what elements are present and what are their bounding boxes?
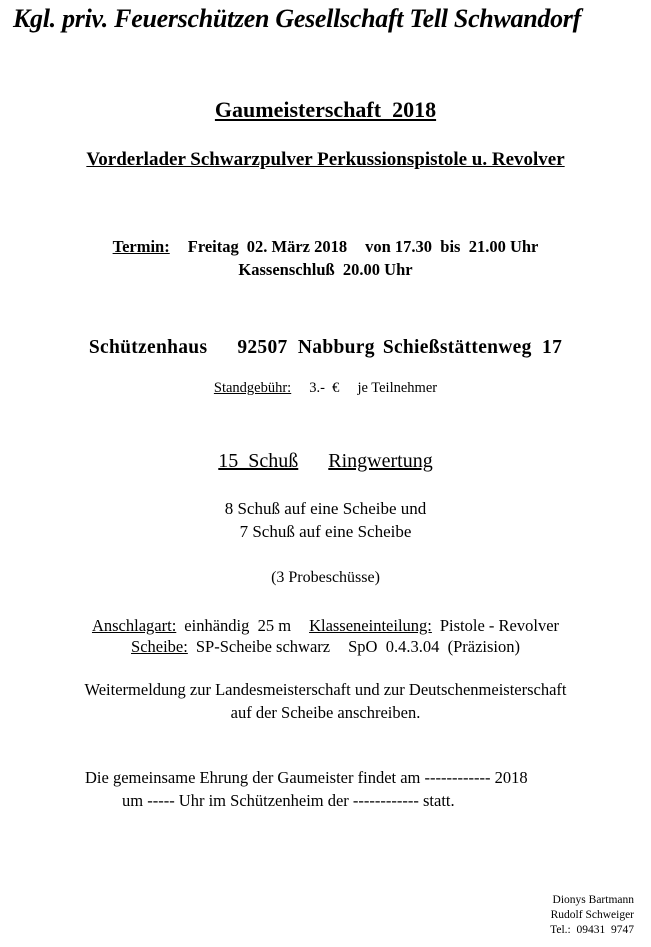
termin-line (0, 237, 651, 257)
klasse-value: Pistole - Revolver (439, 616, 560, 635)
scheibe-value: SP-Scheibe schwarz (195, 637, 331, 656)
club-name: Kgl. priv. Feuerschützen Gesellschaft Tell Schwandorf (13, 4, 581, 33)
location-name: Schützenhaus (88, 337, 208, 358)
fee-label: Standgebühr: (213, 380, 292, 396)
signature-phone: Tel.: 09431 9747 (550, 924, 634, 936)
shots-heading (0, 450, 651, 473)
location-zip-city: 92507 Nabburg (237, 337, 375, 358)
anschlag-line (0, 616, 651, 636)
scheibe-line (0, 637, 651, 657)
location-line (0, 337, 651, 359)
ehrung-line-1: Die gemeinsame Ehrung der Gaumeister findet am ------------ 2018 (85, 768, 528, 787)
ehrung-line-2: um ----- Uhr im Schützenheim der ------------ statt. (122, 791, 455, 810)
anschlag-label: Anschlagart: (91, 616, 177, 635)
termin-day: Freitag (187, 237, 239, 256)
page-title (0, 97, 651, 123)
weitermeldung-line-1: Weitermeldung zur Landesmeisterschaft und zur Deutschenmeisterschaft (84, 680, 567, 699)
weitermeldung-line-2: auf der Scheibe anschreiben. (230, 703, 421, 722)
subtitle (0, 149, 651, 171)
fee-amount: 3.- € (309, 380, 340, 396)
subtitle-text: Vorderlader Schwarzpulver Perkussionspistole u. Revolver (86, 149, 565, 170)
shots-count: 15 Schuß (218, 450, 299, 472)
signature-name-1: Dionys Bartmann (552, 894, 634, 906)
title-text: Gaumeisterschaft 2018 (214, 97, 437, 122)
shots-line-2: 7 Schuß auf eine Scheibe (239, 522, 412, 541)
signature-name-2: Rudolf Schweiger (550, 909, 634, 921)
fee-per: je Teilnehmer (357, 380, 438, 396)
termin-time: von 17.30 bis 21.00 Uhr (365, 237, 539, 256)
anschlag-value: einhändig 25 m (184, 616, 292, 635)
fee-line (0, 380, 651, 397)
signature-block (550, 893, 634, 938)
scheibe-label: Scheibe: (131, 637, 188, 656)
termin-label: Termin: (112, 237, 170, 256)
shots-line-1: 8 Schuß auf eine Scheibe und (224, 499, 427, 518)
trial-shots: (3 Probeschüsse) (271, 569, 380, 586)
klasse-label: Klasseneinteilung: (309, 616, 432, 635)
shots-scoring: Ringwertung (328, 450, 433, 472)
kassenschluss: Kassenschluß 20.00 Uhr (238, 260, 413, 279)
termin-date: 02. März 2018 (246, 237, 348, 256)
location-street: Schießstättenweg 17 (382, 337, 563, 358)
spo-value: SpO 0.4.3.04 (Präzision) (348, 637, 520, 656)
